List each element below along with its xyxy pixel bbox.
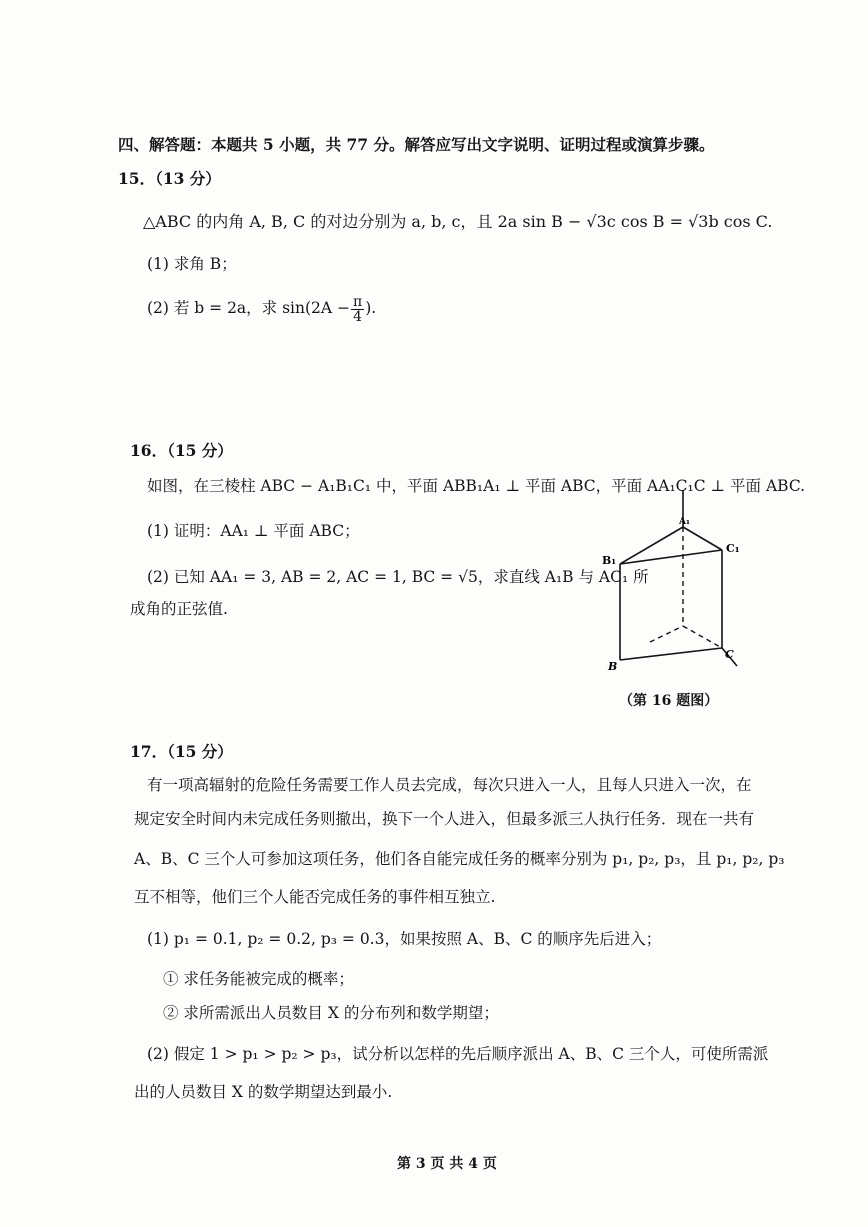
label-a1: A₁ xyxy=(679,517,690,527)
edge-b-c xyxy=(620,648,722,660)
q15-answer-space xyxy=(118,340,738,430)
q17-line4: 互不相等，他们三个人能否完成任务的事件相互独立. xyxy=(134,888,496,906)
edge-b1-a1 xyxy=(620,527,683,564)
fraction-numerator: π xyxy=(353,293,363,310)
edge-b1-c1 xyxy=(620,550,722,564)
q16-stem: 如图，在三棱柱 ABC − A₁B₁C₁ 中，平面 ABB₁A₁ ⊥ 平面 ABC，平面 AA₁C₁C ⊥ 平面 ABC. xyxy=(147,477,806,495)
q16-part2-line2: 成角的正弦值. xyxy=(130,600,228,618)
prism-hidden-edges xyxy=(650,527,722,648)
q17-part1: (1) p₁ = 0.1, p₂ = 0.2, p₃ = 0.3，如果按照 A、B、C 的顺序先后进入； xyxy=(147,930,662,948)
q15-part1: (1) 求角 B； xyxy=(147,255,237,273)
q17-line2: 规定安全时间内未完成任务则撤出，换下一个人进入，但最多派三人执行任务．现在一共有 xyxy=(134,810,755,828)
fraction-denominator: 4 xyxy=(353,308,363,325)
q16-part1: (1) 证明：AA₁ ⊥ 平面 ABC； xyxy=(147,522,360,540)
q17-line1: 有一项高辐射的危险任务需要工作人员去完成，每次只进入一人，且每人只进入一次，在 xyxy=(147,776,752,794)
label-b: B xyxy=(608,660,618,673)
q15-part2-prefix: (2) 若 b = 2a，求 sin(2A − xyxy=(147,299,351,317)
q17-part2-line2: 出的人员数目 X 的数学期望达到最小. xyxy=(134,1083,393,1101)
edge-a1-c1 xyxy=(683,527,722,550)
prism-figure xyxy=(590,490,780,680)
q17-sub1: ① 求任务能被完成的概率； xyxy=(163,970,354,988)
q15-part2 xyxy=(147,290,376,326)
q17-line3: A、B、C 三个人可参加这项任务，他们各自能完成任务的概率分别为 p₁, p₂, p₃，且 p₁, p₂, p₃ xyxy=(134,850,785,868)
q16-header: 16．（15 分） xyxy=(130,441,233,460)
q15-part2-suffix: ). xyxy=(365,299,377,317)
figure-caption: （第 16 题图） xyxy=(619,693,719,709)
edge-b-a-hidden xyxy=(650,626,683,642)
label-b1: B₁ xyxy=(602,554,617,567)
pi-over-4-fraction xyxy=(351,295,364,324)
q16-part2-line1: (2) 已知 AA₁ = 3, AB = 2, AC = 1, BC = √5，求直线 A₁B 与 AC₁ 所 xyxy=(147,568,649,586)
label-c: C xyxy=(725,648,734,661)
q17-part2-line1: (2) 假定 1 > p₁ > p₂ > p₃，试分析以怎样的先后顺序派出 A、B、C 三个人，可使所需派 xyxy=(147,1045,769,1063)
q17-header: 17．（15 分） xyxy=(130,742,233,761)
page-number-footer: 第 3 页 共 4 页 xyxy=(397,1156,497,1172)
q15-stem: △ABC 的内角 A, B, C 的对边分别为 a, b, c，且 2a sin B − √3c cos B = √3b cos C. xyxy=(143,212,773,231)
label-c1: C₁ xyxy=(726,542,740,555)
q17-sub2: ② 求所需派出人员数目 X 的分布列和数学期望； xyxy=(163,1004,499,1022)
section-heading: 四、解答题：本题共 5 小题，共 77 分。解答应写出文字说明、证明过程或演算步骤。 xyxy=(118,135,715,154)
edge-a-c-hidden xyxy=(683,626,722,648)
q15-header: 15．（13 分） xyxy=(118,169,221,188)
